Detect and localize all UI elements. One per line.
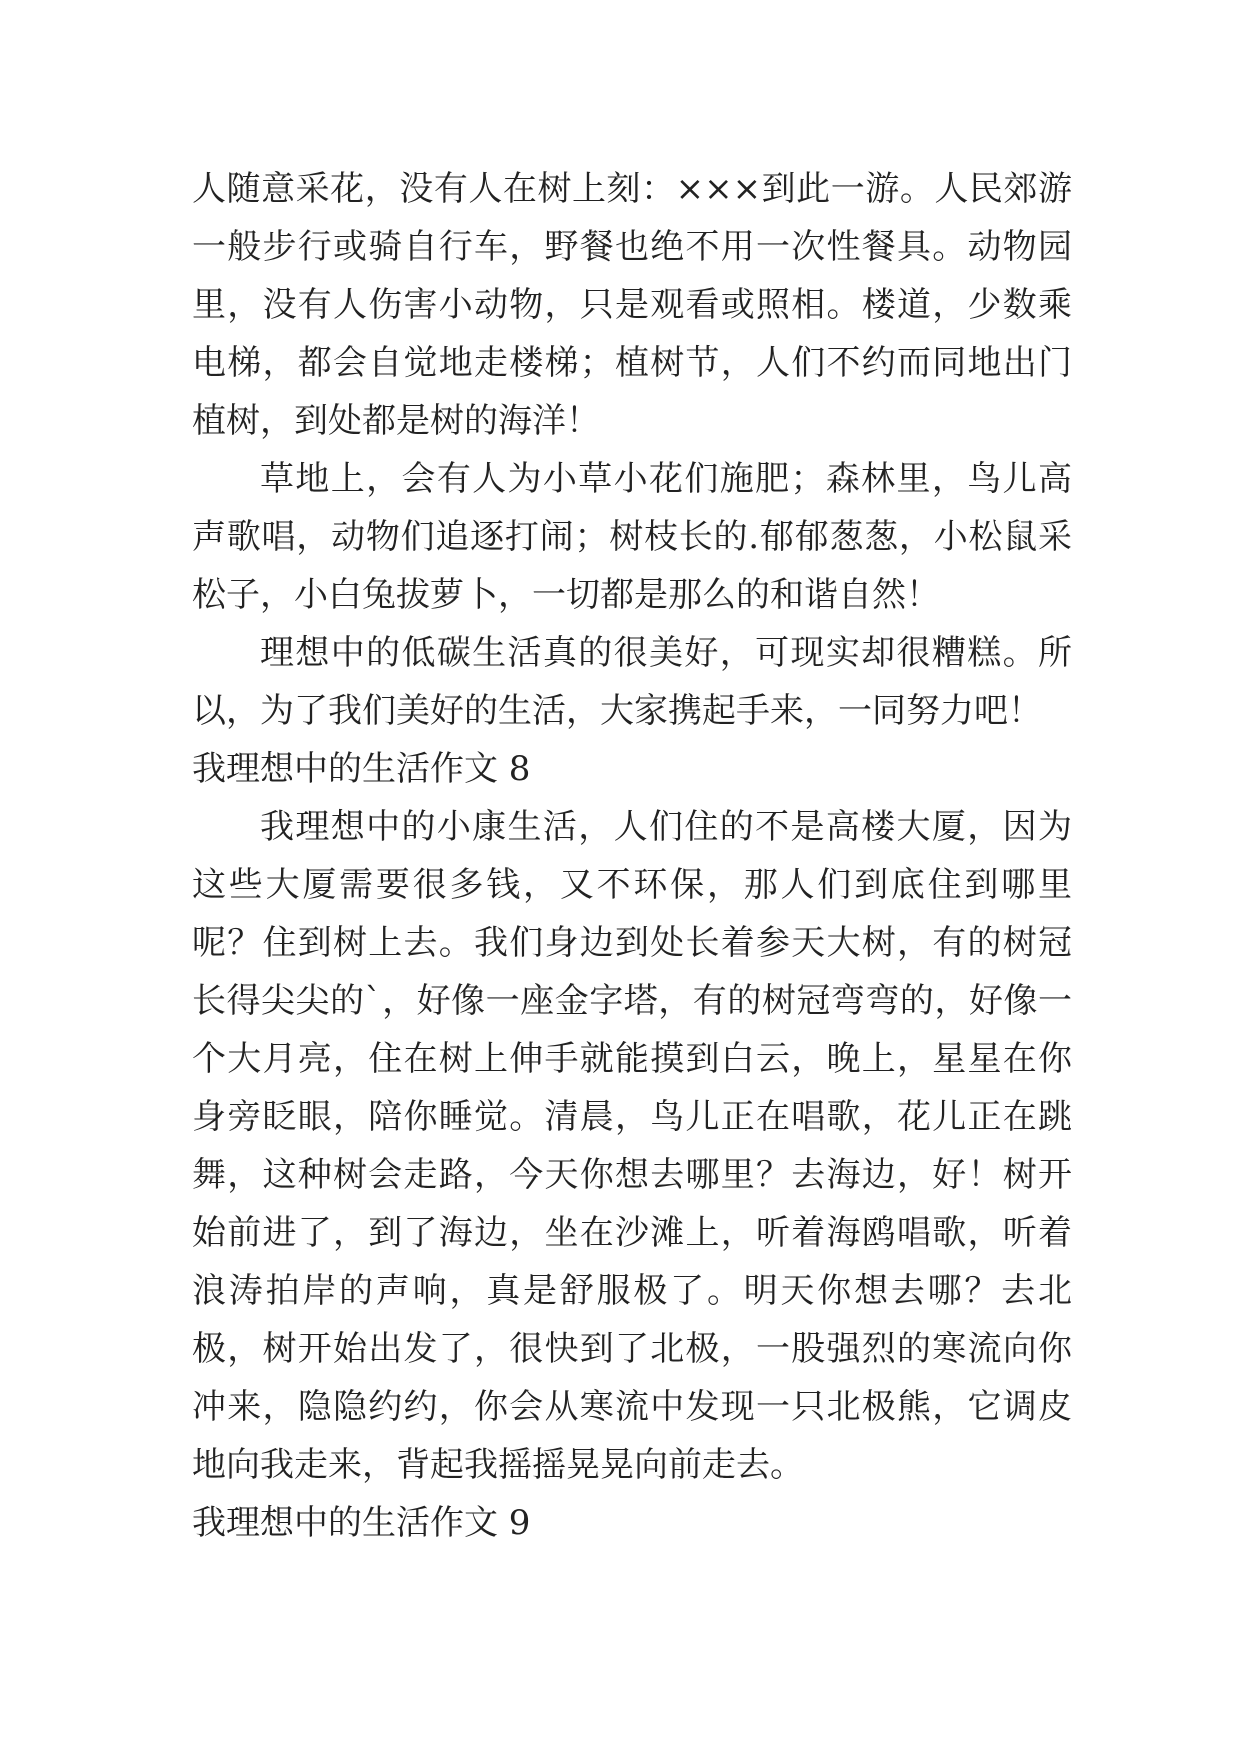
paragraph-continued: 人随意采花，没有人在树上刻：×××到此一游。人民郊游一般步行或骑自行车，野餐也绝不用一次性餐具。动物园里，没有人伤害小动物，只是观看或照相。楼道，少数乘电梯，都会自觉地走楼梯；植树节，人们不约而同地出门植树，到处都是树的海洋！	[192, 169, 1072, 441]
essay-heading-8: 我理想中的生活作文 8	[192, 749, 531, 789]
paragraph-grassland: 草地上，会有人为小草小花们施肥；森林里，鸟儿高声歌唱，动物们追逐打闹；树枝长的.郁郁葱葱，小松鼠采松子，小白兔拔萝卜，一切都是那么的和谐自然！	[192, 459, 1072, 615]
document-body	[192, 160, 1072, 1552]
essay-heading-9: 我理想中的生活作文 9	[192, 1503, 531, 1543]
paragraph-low-carbon: 理想中的低碳生活真的很美好，可现实却很糟糕。所以，为了我们美好的生活，大家携起手来，一同努力吧！	[192, 633, 1072, 731]
paragraph-tree-house: 我理想中的小康生活，人们住的不是高楼大厦，因为这些大厦需要很多钱，又不环保，那人们到底住到哪里呢？住到树上去。我们身边到处长着参天大树，有的树冠长得尖尖的`，好像一座金字塔，有的树冠弯弯的，好像一个大月亮，住在树上伸手就能摸到白云，晚上，星星在你身旁眨眼，陪你睡觉。清晨，鸟儿正在唱歌，花儿正在跳舞，这种树会走路，今天你想去哪里？去海边，好！树开始前进了，到了海边，坐在沙滩上，听着海鸥唱歌，听着浪涛拍岸的声响，真是舒服极了。明天你想去哪？去北极，树开始出发了，很快到了北极，一股强烈的寒流向你冲来，隐隐约约，你会从寒流中发现一只北极熊，它调皮地向我走来，背起我摇摇晃晃向前走去。	[192, 807, 1072, 1485]
